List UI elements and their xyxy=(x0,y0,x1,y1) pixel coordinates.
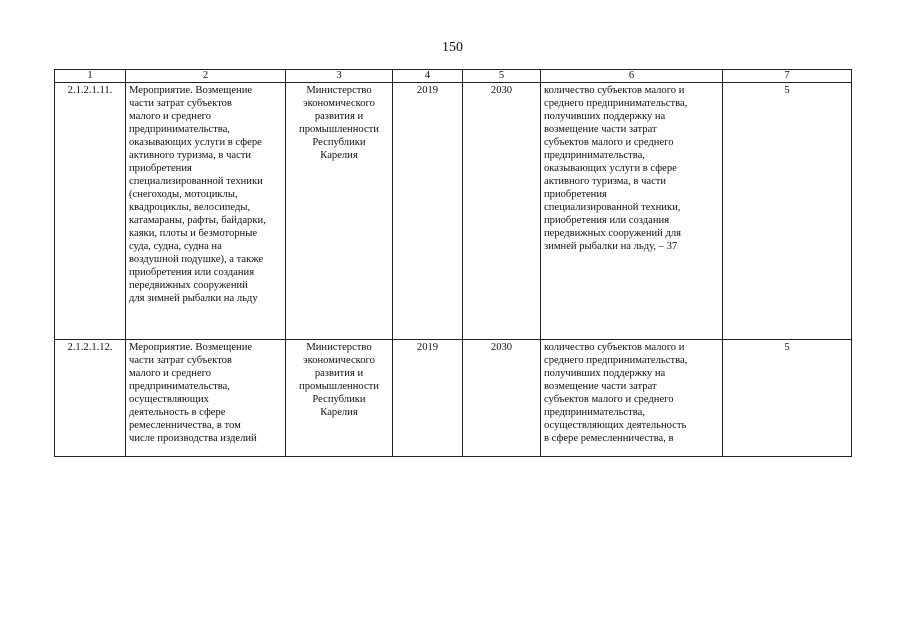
row-measure xyxy=(126,83,286,340)
row-indicator-text: количество субъектов малого и среднего предпринимательства, получивших поддержку на возмещение части затрат субъектов малого и среднего предпринимательства, оказывающих услуги в сфере активного туризма, в части приобретения специализированной техники, приобретения или создания передвижных сооружений для зимней рыбалки на льду, – 37 xyxy=(544,85,688,252)
row-indicator xyxy=(541,340,723,457)
row-measure-text: Мероприятие. Возмещение части затрат субъектов малого и среднего предпринимательства, оказывающих услуги в сфере активного туризма, в части приобретения специализированной техники (снегоходы, мотоциклы, квадроциклы, велосипеды, катамараны, рафты, байдарки, каяки, плоты и безмоторные суда, судна, судна на воздушной подушке), а также приобретения или создания передвижных сооружений для зимней рыбалки на льду xyxy=(129,85,266,304)
header-cell-4: 4 xyxy=(393,70,463,83)
row-start-year xyxy=(393,83,463,340)
row-code-text: 2.1.2.1.11. xyxy=(67,85,113,96)
row-code xyxy=(55,83,126,340)
header-cell-7: 7 xyxy=(723,70,852,83)
header-cell-1: 1 xyxy=(55,70,126,83)
row-end-year-text: 2030 xyxy=(490,85,513,96)
row-end-year xyxy=(463,83,541,340)
row-code xyxy=(55,340,126,457)
row-start-year xyxy=(393,340,463,457)
row-measure xyxy=(126,340,286,457)
row-executor xyxy=(286,340,393,457)
row-number xyxy=(723,340,852,457)
row-end-year xyxy=(463,340,541,457)
header-cell-3: 3 xyxy=(286,70,393,83)
table-row xyxy=(55,83,852,340)
row-indicator xyxy=(541,83,723,340)
header-cell-5: 5 xyxy=(463,70,541,83)
row-indicator-text: количество субъектов малого и среднего предпринимательства, получивших поддержку на возмещение части затрат субъектов малого и среднего предпринимательства, осуществляющих деятельность в сфере ремесленничества, в xyxy=(544,342,688,444)
row-code-text: 2.1.2.1.12. xyxy=(67,342,113,353)
table-header-row xyxy=(55,70,852,83)
row-start-year-text: 2019 xyxy=(416,342,439,353)
row-end-year-text: 2030 xyxy=(490,342,513,353)
row-number-text: 5 xyxy=(784,342,790,353)
page-number: 150 xyxy=(442,40,463,55)
row-executor xyxy=(286,83,393,340)
row-start-year-text: 2019 xyxy=(416,85,439,96)
program-table xyxy=(54,69,852,457)
table-row xyxy=(55,340,852,457)
row-executor-text: Министерство экономического развития и промышленности Республики Карелия xyxy=(299,342,379,418)
row-executor-text: Министерство экономического развития и промышленности Республики Карелия xyxy=(299,85,379,161)
header-cell-2: 2 xyxy=(126,70,286,83)
row-number xyxy=(723,83,852,340)
row-number-text: 5 xyxy=(784,85,790,96)
row-measure-text: Мероприятие. Возмещение части затрат субъектов малого и среднего предпринимательства, осуществляющих деятельность в сфере ремесленничества, в том числе производства изделий xyxy=(129,342,257,444)
header-cell-6: 6 xyxy=(541,70,723,83)
